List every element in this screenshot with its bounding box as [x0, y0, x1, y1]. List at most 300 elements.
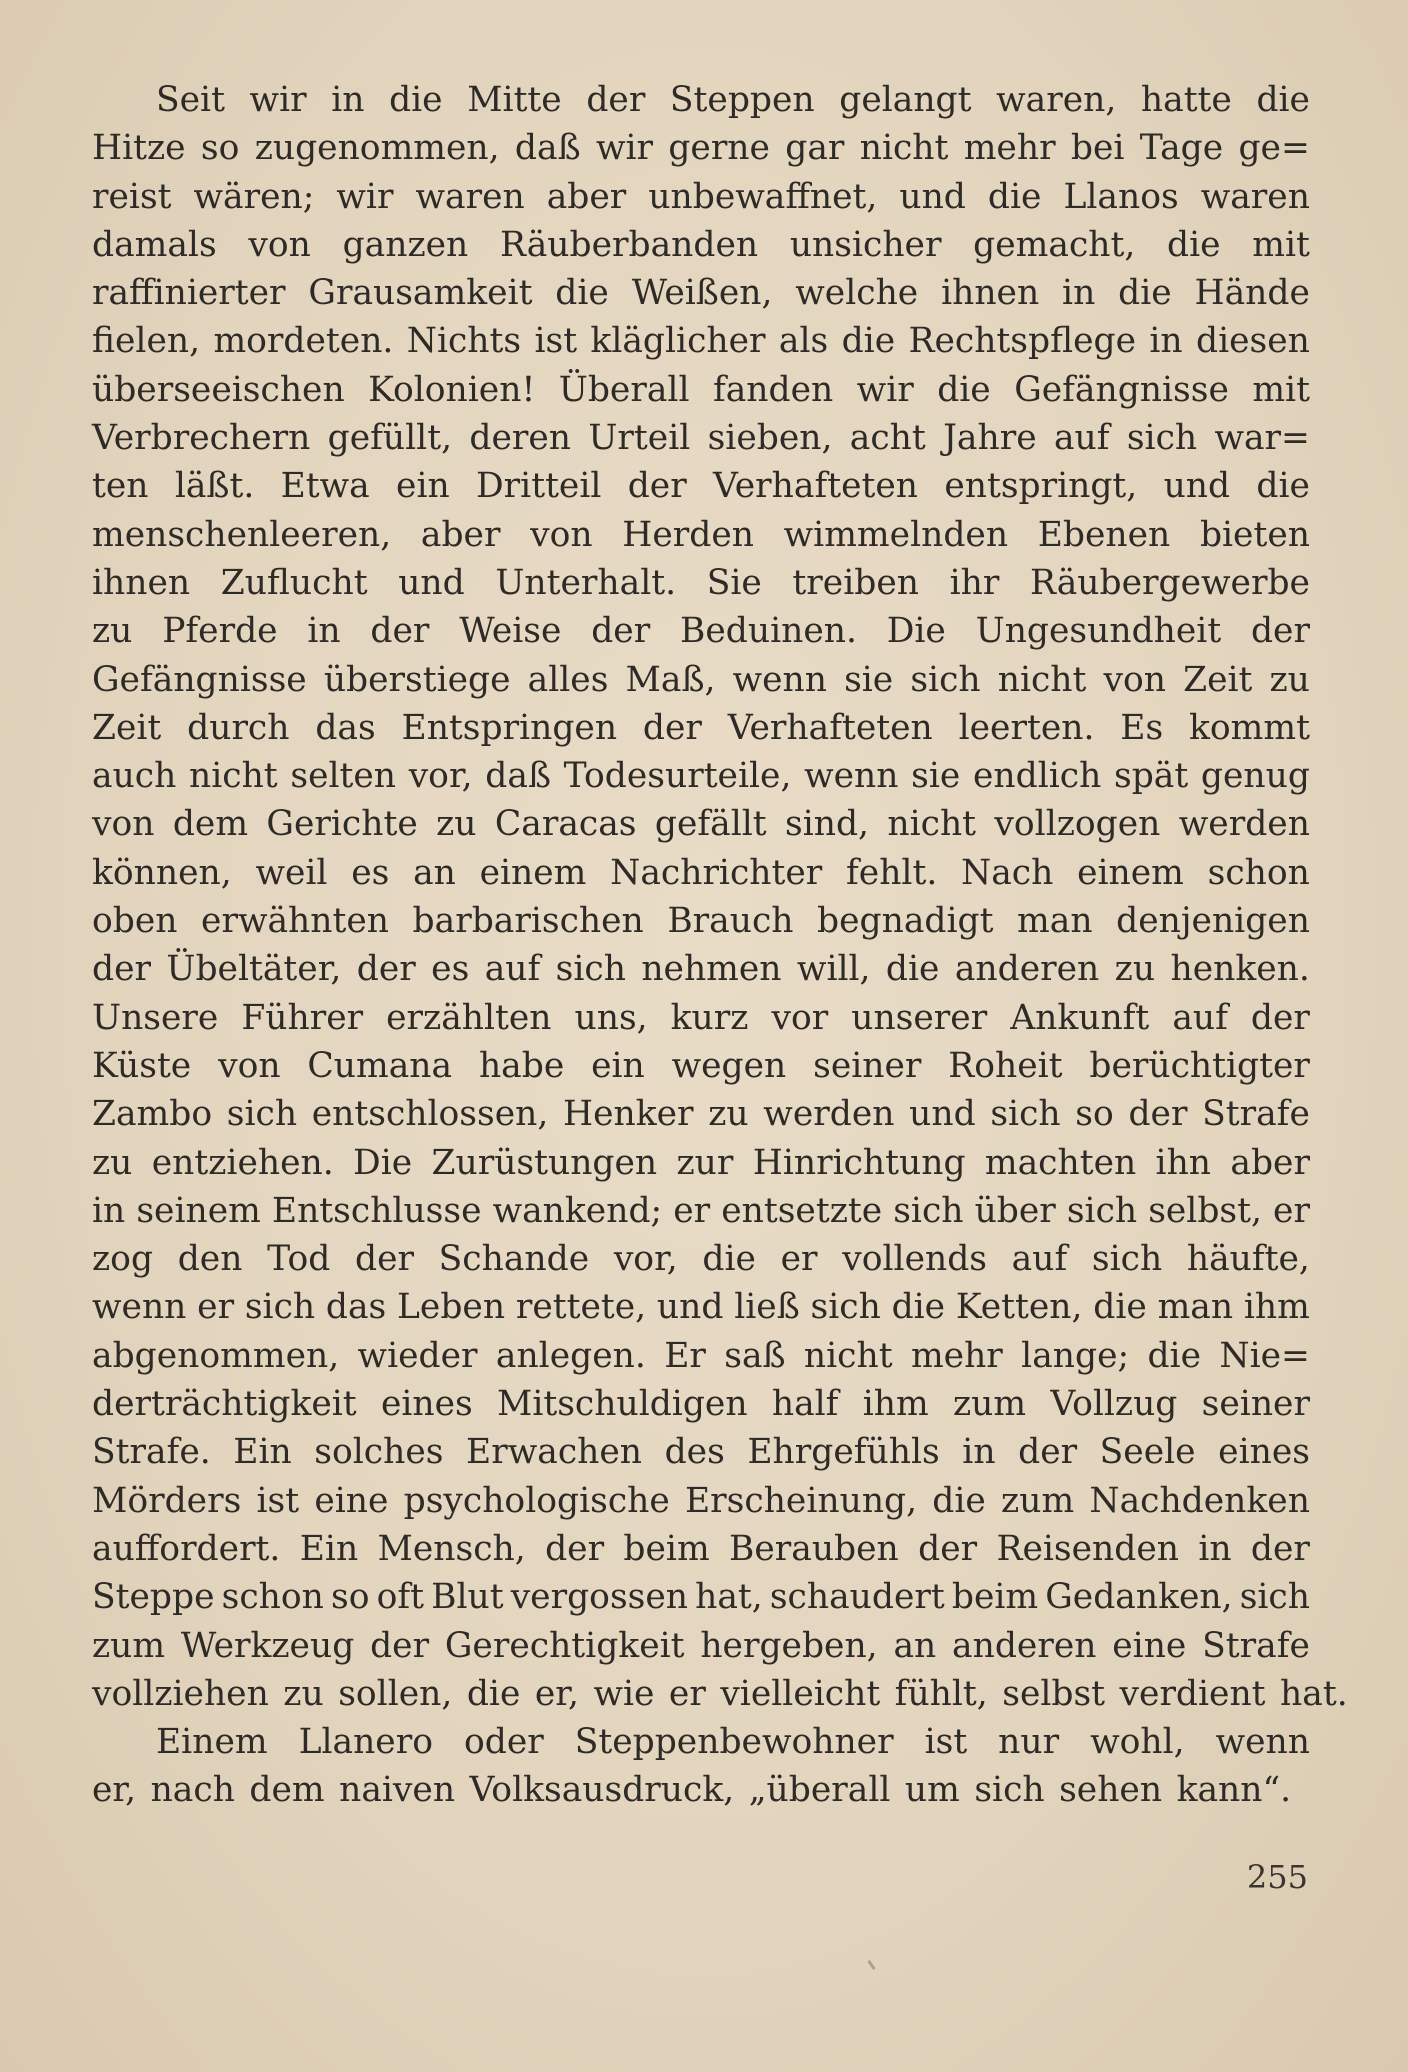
word: Übeltäter, [166, 949, 342, 990]
word: ge= [1238, 128, 1310, 169]
word: er [668, 1673, 706, 1714]
word: Weise [459, 611, 562, 652]
word: menschenleeren, [92, 514, 392, 555]
word: hergeben, [700, 1625, 878, 1666]
word: Ehrgefühls [747, 1432, 940, 1473]
word: der [1250, 611, 1310, 652]
word: sind, [785, 804, 870, 845]
text-line [92, 1139, 1310, 1187]
word: habe [478, 1045, 565, 1086]
word: auffordert. [92, 1528, 281, 1569]
word: Erscheinung, [685, 1480, 918, 1521]
text-line [92, 1670, 1348, 1718]
text-line [92, 1187, 1310, 1235]
word: die [466, 1673, 521, 1714]
word: sich [1239, 1577, 1310, 1618]
word: daß [485, 756, 551, 797]
word: Reisenden [996, 1528, 1179, 1569]
text-line [92, 173, 1310, 221]
word: Verhafteten [713, 466, 919, 507]
word: spät [1114, 756, 1189, 797]
text-line [92, 704, 1310, 752]
word: beim [951, 1577, 1039, 1618]
word: die [1256, 466, 1310, 507]
word: an [413, 852, 456, 893]
word: eines [1218, 1432, 1310, 1473]
word: Maß, [625, 659, 716, 700]
word: Hitze [92, 128, 186, 169]
word: sie [844, 659, 894, 700]
text-line [92, 1428, 1310, 1476]
word: unsicher [789, 224, 942, 265]
text-line [92, 897, 1310, 945]
text-line [92, 1525, 1310, 1573]
word: raffinierter [92, 273, 286, 314]
word: die [885, 949, 940, 990]
word: der [545, 1528, 605, 1569]
word: wieder [357, 1335, 478, 1376]
word: Mörders [92, 1480, 242, 1521]
word: wenn [92, 1287, 187, 1328]
word: und [398, 562, 465, 603]
word: mehr [963, 128, 1056, 169]
word: erzählten [386, 997, 552, 1038]
word: Beduinen. [680, 611, 857, 652]
word: acht [849, 418, 926, 459]
word: anderen [954, 949, 1100, 990]
word: sehen [1059, 1770, 1163, 1811]
word: in [331, 80, 365, 120]
word: die [1256, 80, 1310, 120]
word: fanden [712, 369, 834, 410]
word: anderen [952, 1625, 1097, 1666]
word: berüchtigter [1089, 1045, 1310, 1086]
word: Gerichte [266, 804, 418, 845]
word: in [92, 1190, 126, 1231]
word: eine [1112, 1625, 1187, 1666]
word: Zeit [92, 707, 162, 748]
word: die [1167, 224, 1221, 265]
word: sich [1091, 1239, 1163, 1280]
word: sie [911, 756, 961, 797]
word: Ketten, [955, 1287, 1083, 1328]
word: Unsere [92, 997, 219, 1038]
paper-speck [867, 1960, 875, 1970]
word: entziehen. [151, 1142, 334, 1183]
word: vielleicht [720, 1673, 881, 1714]
word: schaudert [769, 1577, 945, 1618]
word: gelangt [839, 80, 972, 120]
word: bieten [1199, 514, 1310, 555]
word: entsetzte [721, 1190, 883, 1231]
word: kurz [670, 997, 749, 1038]
word: rettete, [515, 1287, 647, 1328]
word: zum [92, 1625, 166, 1666]
word: Mensch, [377, 1528, 526, 1569]
word: den [177, 1239, 243, 1280]
word: Zambo [92, 1094, 213, 1135]
word: der [918, 1528, 978, 1569]
word: die [702, 1239, 756, 1280]
word: Überall [558, 369, 690, 410]
word: nur [998, 1722, 1060, 1763]
word: Blut [431, 1577, 504, 1618]
word: ihm [1243, 1287, 1310, 1328]
word: einem [479, 852, 587, 893]
word: alles [527, 659, 609, 700]
word: fühlt, [894, 1673, 988, 1714]
word: er [1273, 1190, 1310, 1231]
word: fielen, [92, 321, 201, 362]
word: ist [924, 1722, 968, 1763]
word: der [627, 466, 687, 507]
word: sich [226, 1094, 298, 1135]
word: werden [763, 1094, 895, 1135]
word: verdient [1119, 1673, 1266, 1714]
word: Hände [1194, 273, 1310, 314]
word: Werkzeug [180, 1625, 355, 1666]
word: die [555, 273, 609, 314]
word: Seit [156, 80, 225, 120]
word: solches [314, 1432, 444, 1473]
word: der [92, 949, 151, 990]
word: aber [420, 514, 501, 555]
text-line [92, 1718, 1310, 1766]
word: nach [150, 1770, 235, 1811]
text-line [92, 656, 1310, 704]
word: auf [1172, 997, 1228, 1038]
word: henken. [1170, 949, 1310, 990]
word: aber [546, 176, 627, 217]
word: der [356, 949, 416, 990]
word: Nachrichter [610, 852, 823, 893]
word: kommt [1189, 707, 1310, 748]
word: zugenommen, [254, 128, 500, 169]
word: seiner [1201, 1384, 1310, 1425]
word: kläglicher [590, 321, 766, 362]
word: naiven [339, 1770, 456, 1811]
word: Ein [233, 1432, 292, 1473]
word: vergossen [510, 1577, 688, 1618]
word: oben [92, 901, 178, 942]
word: Räuberbanden [499, 224, 759, 265]
word: anlegen. [495, 1335, 646, 1376]
word: und [1163, 466, 1231, 507]
word: Tage [1139, 128, 1224, 169]
word: nicht [887, 804, 977, 845]
word: zog [92, 1239, 154, 1280]
word: wären; [193, 176, 315, 217]
text-line [92, 559, 1310, 607]
word: wir [856, 369, 914, 410]
word: wimmelnden [783, 514, 1009, 555]
word: half [771, 1384, 839, 1425]
word: saß [724, 1335, 786, 1376]
word: seiner [813, 1045, 922, 1086]
word: man [1017, 901, 1093, 942]
word: von [248, 224, 311, 265]
word: wir [336, 176, 394, 217]
word: Steppe [92, 1577, 215, 1618]
word: reist [92, 176, 172, 217]
word: der [642, 707, 702, 748]
text-line [92, 1042, 1310, 1090]
word: Unterhalt. [495, 562, 677, 603]
word: entschlossen, [311, 1094, 549, 1135]
word: mit [1252, 369, 1310, 410]
word: Die [353, 1142, 413, 1183]
text-line [92, 1622, 1310, 1670]
word: sich [1066, 1190, 1138, 1231]
word: ist [534, 321, 578, 362]
word: damals [92, 224, 217, 265]
word: Gefängnisse [1014, 369, 1229, 410]
word: die [1147, 1335, 1202, 1376]
text-line [92, 752, 1310, 800]
word: ihr [949, 562, 1000, 603]
word: Weißen, [631, 273, 773, 314]
word: wie [593, 1673, 655, 1714]
word: und [899, 176, 966, 217]
word: nicht [859, 128, 949, 169]
word: überseeischen [92, 369, 345, 410]
word: Zurüstungen [431, 1142, 658, 1183]
word: ihnen [941, 273, 1040, 314]
word: zu [283, 1673, 324, 1714]
word: Grausamkeit [308, 273, 533, 314]
word: Seele [1099, 1432, 1196, 1473]
text-line [92, 607, 1310, 655]
word: als [778, 321, 829, 362]
word: auf [1011, 1239, 1068, 1280]
word: Räubergewerbe [1029, 562, 1310, 603]
word: Ebenen [1037, 514, 1171, 555]
word: sich [974, 1770, 1045, 1811]
word: ist [256, 1480, 300, 1521]
text-line [92, 1235, 1310, 1283]
word: daß [514, 128, 581, 169]
word: die [987, 176, 1042, 217]
word: vor, [613, 1239, 678, 1280]
word: Volksausdruck, [469, 1770, 735, 1811]
word: Todesurteile, [563, 756, 792, 797]
word: Jahre [943, 418, 1037, 459]
word: der [591, 611, 651, 652]
word: es [431, 949, 470, 990]
word: gar [785, 128, 845, 169]
word: gefällt [654, 804, 767, 845]
word: so [200, 128, 240, 169]
word: abgenommen, [92, 1335, 340, 1376]
word: und [909, 1094, 976, 1135]
word: Die [886, 611, 946, 652]
word: begnadigt [817, 901, 994, 942]
word: Er [664, 1335, 706, 1376]
word: Ankunft [1010, 997, 1150, 1038]
word: selten [290, 756, 397, 797]
word: unbewaffnet, [648, 176, 878, 217]
word: Leben [397, 1287, 506, 1328]
word: wankend; [492, 1190, 663, 1231]
word: Nichts [406, 321, 522, 362]
word: Pferde [162, 611, 278, 652]
word: der [370, 1625, 430, 1666]
word: die [891, 1287, 946, 1328]
word: kann“. [1176, 1770, 1292, 1811]
word: leerten. [958, 707, 1095, 748]
word: Brauch [667, 901, 794, 942]
word: in [1149, 321, 1183, 362]
word: zu [1269, 659, 1310, 700]
word: die [1118, 273, 1172, 314]
text-line [92, 366, 1310, 414]
word: denjenigen [1116, 901, 1310, 942]
word: vollzogen [994, 804, 1161, 845]
text-line [92, 1573, 1310, 1621]
word: Zuflucht [220, 562, 368, 603]
word: hat, [695, 1577, 763, 1618]
text-line [92, 511, 1310, 559]
word: wir [595, 128, 653, 169]
word: Hinrichtung [752, 1142, 966, 1183]
word: auch [92, 756, 177, 797]
word: gemacht, [973, 224, 1136, 265]
word: Henker [563, 1094, 694, 1135]
word: Llanero [298, 1722, 433, 1763]
word: unserer [851, 997, 988, 1038]
word: durch [187, 707, 290, 748]
word: gerne [668, 128, 770, 169]
word: ein [591, 1045, 645, 1086]
word: ließ [734, 1287, 800, 1328]
word: der [586, 80, 646, 120]
word: zu [1114, 949, 1156, 990]
word: an [893, 1625, 937, 1666]
word: Berauben [729, 1528, 899, 1569]
word: Strafe [1202, 1625, 1310, 1666]
word: zu [436, 804, 477, 845]
word: über [974, 1190, 1056, 1231]
word: „überall [748, 1770, 891, 1811]
word: lange; [1021, 1335, 1130, 1376]
word: entspringt, [944, 466, 1138, 507]
word: auf [484, 949, 541, 990]
body-text [92, 76, 1348, 1815]
word: wir [249, 80, 307, 120]
word: Entschlusse [271, 1190, 482, 1231]
word: Es [1120, 707, 1164, 748]
word: Urteil [588, 418, 691, 459]
word: Ungesundheit [975, 611, 1222, 652]
word: Llanos [1063, 176, 1179, 217]
word: barbarischen [412, 901, 644, 942]
word: vor [771, 997, 829, 1038]
word: weil [255, 852, 328, 893]
word: in [962, 1432, 996, 1473]
word: Erwachen [466, 1432, 643, 1473]
word: zur [676, 1142, 734, 1183]
word: waren, [996, 80, 1117, 120]
word: hatte [1140, 80, 1232, 120]
word: Gerechtigkeit [444, 1625, 685, 1666]
word: er [780, 1239, 818, 1280]
word: nicht [189, 756, 278, 797]
word: Rechtspflege [908, 321, 1137, 362]
word: der [370, 611, 430, 652]
text-line [92, 800, 1310, 848]
word: ihnen [92, 562, 191, 603]
word: das [315, 707, 376, 748]
word: sich [555, 949, 626, 990]
word: machten [984, 1142, 1137, 1183]
word: man [1157, 1287, 1234, 1328]
word: des [664, 1432, 725, 1473]
word: Entspringen [401, 707, 618, 748]
word: Etwa [280, 466, 370, 507]
word: überstiege [323, 659, 511, 700]
word: er [673, 1190, 711, 1231]
word: so [1075, 1094, 1114, 1135]
word: nicht [997, 659, 1087, 700]
word: Herden [622, 514, 754, 555]
word: vollends [842, 1239, 987, 1280]
word: will, [796, 949, 871, 990]
word: dem [172, 804, 249, 845]
word: die [1093, 1287, 1147, 1328]
word: nicht [803, 1335, 893, 1376]
word: Küste [92, 1045, 192, 1086]
word: so [330, 1577, 370, 1618]
page-number: 255 [1246, 1858, 1308, 1896]
word: zum [952, 1384, 1027, 1425]
word: selbst [1002, 1673, 1106, 1714]
word: sich [810, 1287, 881, 1328]
word: vollziehen [92, 1673, 269, 1714]
word: nehmen [641, 949, 782, 990]
word: in [307, 611, 341, 652]
text-line [92, 1766, 1310, 1814]
text-line [92, 76, 1310, 124]
word: genug [1200, 756, 1310, 797]
word: in [1062, 273, 1096, 314]
word: sich [990, 1094, 1061, 1135]
word: auf [1053, 418, 1110, 459]
word: dem [249, 1770, 325, 1811]
text-line [92, 994, 1310, 1042]
word: Nach [961, 852, 1054, 893]
word: deren [469, 418, 572, 459]
word: waren [1200, 176, 1310, 217]
word: mordeten. [213, 321, 394, 362]
word: Dritteil [476, 466, 602, 507]
word: die [932, 1480, 986, 1521]
word: eines [380, 1384, 473, 1425]
word: mit [1252, 224, 1310, 265]
word: zum [1001, 1480, 1075, 1521]
word: häufte, [1186, 1239, 1310, 1280]
word: von [530, 514, 593, 555]
word: Ein [299, 1528, 359, 1569]
word: hat. [1280, 1673, 1348, 1714]
word: werden [1178, 804, 1310, 845]
word: es [351, 852, 390, 893]
text-line [92, 945, 1310, 993]
word: sieben, [707, 418, 833, 459]
word: schon [221, 1577, 324, 1618]
word: Kolonien! [368, 369, 536, 410]
word: von [92, 804, 155, 845]
word: der [1250, 997, 1310, 1038]
